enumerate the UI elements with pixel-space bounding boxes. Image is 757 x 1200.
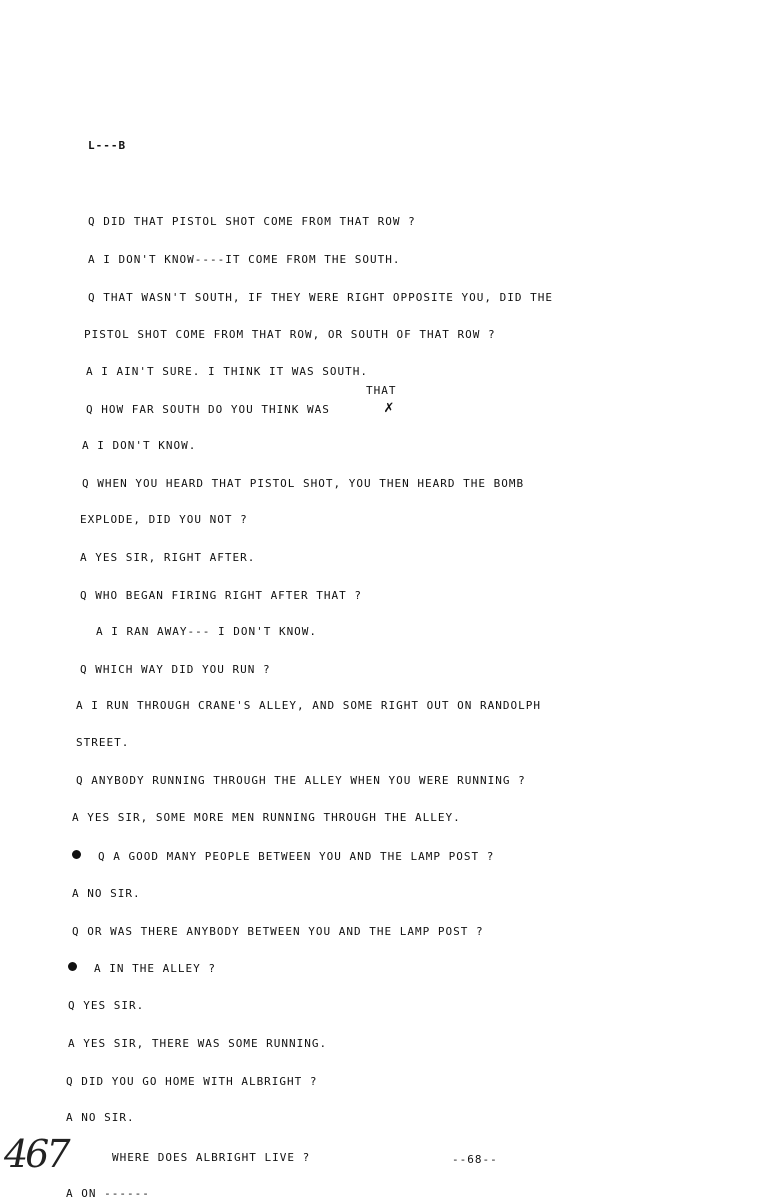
transcript-line: STREET. xyxy=(76,736,130,749)
interlinear-insertion: THAT xyxy=(366,384,397,397)
transcript-line: Q YES SIR. xyxy=(68,999,145,1012)
strikeout-mark: ✗ xyxy=(384,397,394,416)
transcript-line: Q OR WAS THERE ANYBODY BETWEEN YOU AND THE LAMP POST ? xyxy=(72,925,484,938)
transcript-line: A I RAN AWAY--- I DON'T KNOW. xyxy=(96,625,318,638)
section-header: L---B xyxy=(88,139,127,152)
transcript-line: A YES SIR, RIGHT AFTER. xyxy=(80,551,256,564)
transcript-line: EXPLODE, DID YOU NOT ? xyxy=(80,513,248,526)
transcript-line: A IN THE ALLEY ? xyxy=(94,962,216,975)
transcript-line: A I DON'T KNOW. xyxy=(82,439,197,452)
ink-blot xyxy=(72,850,81,859)
transcript-line: Q THAT WASN'T SOUTH, IF THEY WERE RIGHT OPPOSITE YOU, DID THE xyxy=(88,291,553,304)
transcript-line: A YES SIR, SOME MORE MEN RUNNING THROUGH THE ALLEY. xyxy=(72,811,461,824)
ink-blot xyxy=(68,962,77,971)
transcript-line: Q A GOOD MANY PEOPLE BETWEEN YOU AND THE LAMP POST ? xyxy=(98,850,495,863)
transcript-line: PISTOL SHOT COME FROM THAT ROW, OR SOUTH OF THAT ROW ? xyxy=(84,328,496,341)
transcript-line: A NO SIR. xyxy=(66,1111,135,1124)
transcript-line: Q ANYBODY RUNNING THROUGH THE ALLEY WHEN YOU WERE RUNNING ? xyxy=(76,774,526,787)
transcript-line: Q HOW FAR SOUTH DO YOU THINK WAS xyxy=(86,403,330,416)
transcript-line: Q WHO BEGAN FIRING RIGHT AFTER THAT ? xyxy=(80,589,363,602)
transcript-line: Q DID YOU GO HOME WITH ALBRIGHT ? xyxy=(66,1075,318,1088)
transcript-line: A ON ------ xyxy=(66,1187,150,1200)
page-number: --68-- xyxy=(452,1153,498,1166)
transcript-line: A YES SIR, THERE WAS SOME RUNNING. xyxy=(68,1037,328,1050)
transcript-line: A I DON'T KNOW----IT COME FROM THE SOUTH. xyxy=(88,253,401,266)
transcript-line: WHERE DOES ALBRIGHT LIVE ? xyxy=(112,1151,311,1164)
handwritten-page-number: 467 xyxy=(4,1132,68,1176)
transcript-line: A I RUN THROUGH CRANE'S ALLEY, AND SOME RIGHT OUT ON RANDOLPH xyxy=(76,699,541,712)
transcript-line: A NO SIR. xyxy=(72,887,141,900)
transcript-line: Q DID THAT PISTOL SHOT COME FROM THAT ROW ? xyxy=(88,215,416,228)
transcript-line: Q WHICH WAY DID YOU RUN ? xyxy=(80,663,271,676)
transcript-line: A I AIN'T SURE. I THINK IT WAS SOUTH. xyxy=(86,365,369,378)
transcript-line: Q WHEN YOU HEARD THAT PISTOL SHOT, YOU THEN HEARD THE BOMB xyxy=(82,477,525,490)
